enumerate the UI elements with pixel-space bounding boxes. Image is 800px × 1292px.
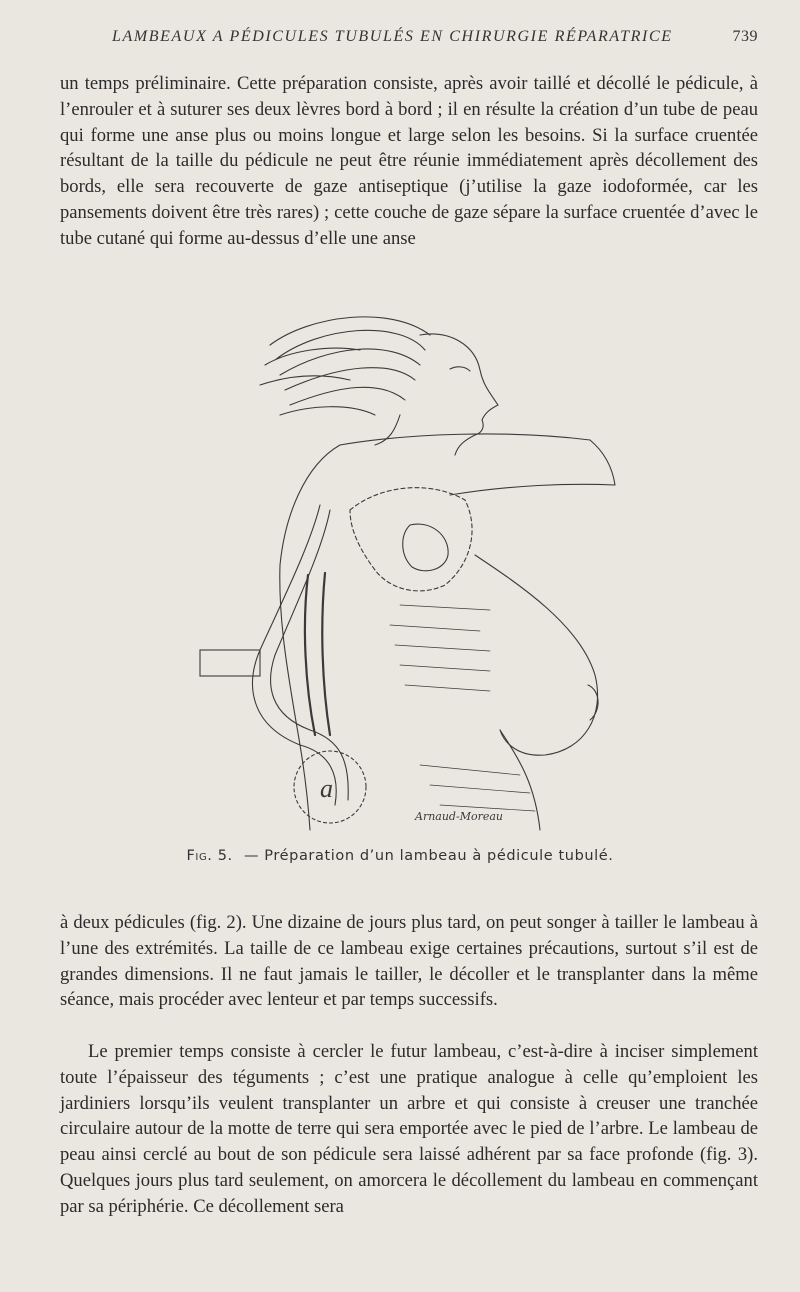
- hair-strokes: [260, 317, 430, 415]
- annotation-letter: a: [320, 774, 333, 803]
- flank-line: [500, 730, 540, 830]
- wound-area: [350, 488, 472, 591]
- running-head: [60, 28, 758, 50]
- arm-end: [590, 440, 615, 485]
- caption-text: — Préparation d’un lambeau à pédicule tubulé.: [243, 848, 614, 864]
- back-hatching: [390, 605, 535, 811]
- breast-outline: [475, 555, 598, 755]
- back-outline: [280, 445, 340, 830]
- bandage: [200, 650, 260, 676]
- paragraph-top: un temps préliminaire. Cette préparation consiste, après avoir taillé et décollé le pédicule, à l’enrouler et à suturer ses deux lèvres bord à bord ; il en résulte la création d’un tube de peau qui forme une anse plus ou moins longue et large selon les besoins. Si la surface cruentée résultant de la taille du pédicule ne peut être réunie immédiatement après décollement des bords, elle sera recouverte de gaze antiseptique (j’utilise la gaze iodoformée, car les pansements doivent être très rares) ; cette couche de gaze sépare la surface cruentée d’avec le tube cutané qui forme au-dessus d’elle une anse: [60, 73, 758, 249]
- pedicle-tube-inner: [271, 510, 349, 800]
- face-profile: [420, 334, 498, 455]
- arm-lower-edge: [450, 484, 615, 495]
- raw-surface-left: [305, 575, 315, 735]
- page-number: 739: [732, 28, 758, 45]
- figure-illustration: [190, 305, 620, 840]
- figure-drawing: [190, 305, 620, 840]
- eye: [450, 367, 470, 371]
- wound-center: [403, 524, 448, 571]
- neck-line: [375, 415, 400, 445]
- paragraph-mid: à deux pédicules (fig. 2). Une dizaine de jours plus tard, on peut songer à tailler le lambeau à l’une des extrémités. La taille de ce lambeau exige certaines précautions, surtout s’il est de grandes dimensions. Il ne faut jamais le tailler, le décoller et le transplanter dans la même séance, mais procéder avec lenteur et par temps successifs.: [60, 912, 758, 1011]
- running-title: LAMBEAUX A PÉDICULES TUBULÉS EN CHIRURGIE RÉPARATRICE: [112, 28, 673, 45]
- figure-caption: [0, 848, 800, 864]
- artist-signature: Arnaud-Moreau: [415, 810, 503, 823]
- arm-upper-edge: [340, 434, 590, 445]
- raw-surface-right: [322, 573, 330, 735]
- figure-label: Fig. 5.: [186, 848, 233, 864]
- nipple: [588, 685, 598, 720]
- paragraph-bottom: Le premier temps consiste à cercler le futur lambeau, c’est-à-dire à inciser simplement toute l’épaisseur des téguments ; c’est une pratique analogue à celle qu’emploient les jardiniers lorsqu’ils veulent transplanter un arbre et qui consiste à creuser une tranchée circulaire autour de la motte de terre qui sera emportée avec le pied de l’arbre. Le lambeau de peau ainsi cerclé au bout de son pédicule sera laissé adhérent par sa face profonde (fig. 3). Quelques jours plus tard seulement, on amorcera le décollement du lambeau en commençant par sa périphérie. Ce décollement sera: [60, 1041, 758, 1217]
